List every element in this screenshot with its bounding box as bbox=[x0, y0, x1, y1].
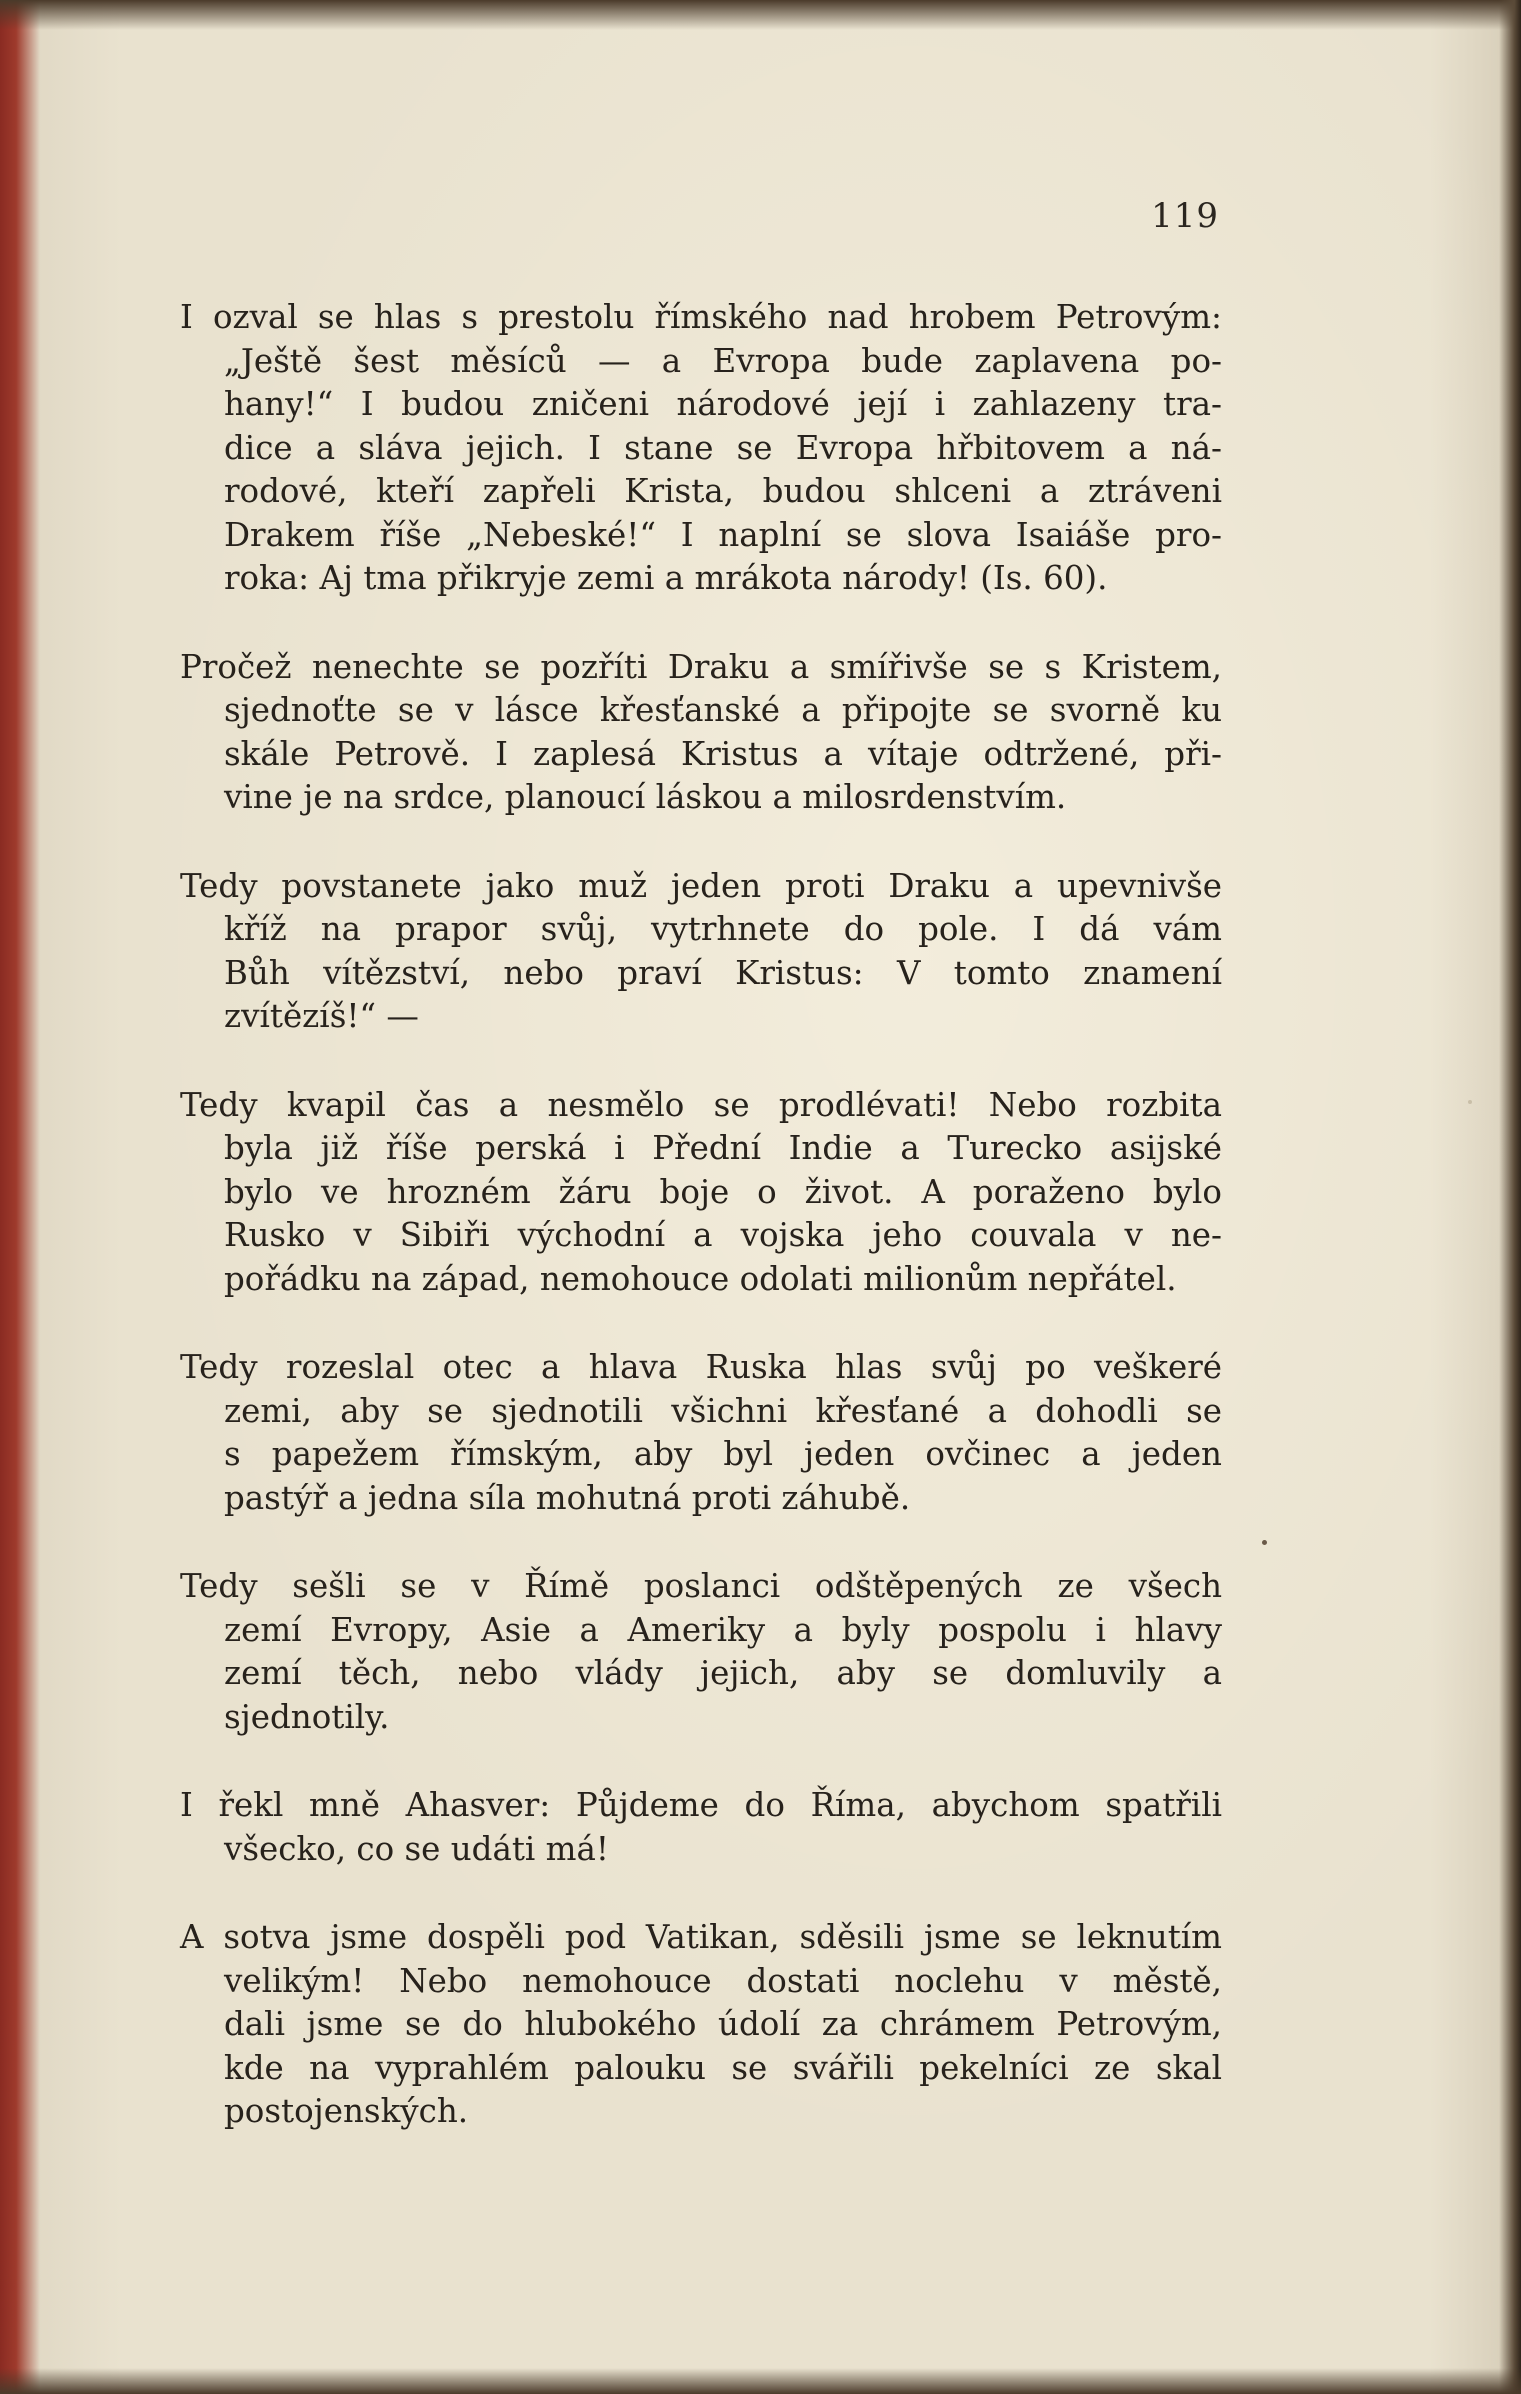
text-line: hany!“ I budou zničeni národové její i zahlazeny tra- bbox=[224, 385, 1222, 423]
text-line: postojenských. bbox=[224, 2092, 469, 2130]
paper-speck bbox=[1262, 1540, 1267, 1545]
text-line: Pročež nenechte se pozříti Draku a smířivše se s Kristem, bbox=[180, 647, 1222, 686]
text-line: všecko, co se udáti má! bbox=[224, 1829, 609, 1868]
text-line: I řekl mně Ahasver: Půjdeme do Říma, abychom spatřili bbox=[180, 1786, 1222, 1824]
text-line: sjednotily. bbox=[224, 1697, 390, 1736]
text-line: bylo ve hrozném žáru boje o život. A poraženo bylo bbox=[224, 1172, 1222, 1211]
text-line: Tedy kvapil čas a nesmělo se prodlévati! Nebo rozbita bbox=[180, 1085, 1222, 1124]
text-line: vine je na srdce, planoucí láskou a milosrdenstvím. bbox=[224, 778, 1067, 816]
text-line: skále Petrově. I zaplesá Kristus a vítaje odtržené, při- bbox=[224, 734, 1222, 773]
paragraph bbox=[180, 865, 1222, 1039]
paragraph bbox=[180, 1084, 1222, 1302]
text-line: zemi, aby se sjednotili všichni křesťané a dohodli se bbox=[224, 1391, 1222, 1430]
text-line: velikým! Nebo nemohouce dostati noclehu v městě, bbox=[224, 1961, 1222, 2000]
top-page-edge bbox=[0, 0, 1521, 30]
text-line: pastýř a jedna síla mohutná proti záhubě. bbox=[224, 1478, 911, 1517]
paragraph bbox=[180, 1565, 1222, 1739]
text-line: zvítězíš!“ — bbox=[224, 997, 419, 1035]
text-line: Tedy sešli se v Římě poslanci odštěpených ze všech bbox=[180, 1567, 1222, 1605]
text-line: zemí těch, nebo vlády jejich, aby se domluvily a bbox=[224, 1654, 1222, 1692]
text-line: „Ještě šest měsíců — a Evropa bude zaplavena po- bbox=[224, 341, 1222, 380]
text-line: pořádku na západ, nemohouce odolati milionům nepřátel. bbox=[224, 1259, 1177, 1298]
text-line: s papežem římským, aby byl jeden ovčinec a jeden bbox=[224, 1435, 1222, 1473]
text-line: I ozval se hlas s prestolu římského nad hrobem Petrovým: bbox=[180, 298, 1222, 336]
paragraph bbox=[180, 646, 1222, 820]
paragraph bbox=[180, 296, 1222, 601]
text-line: Drakem říše „Nebeské!“ I naplní se slova Isaiáše pro- bbox=[224, 515, 1222, 554]
page-number: 119 bbox=[1151, 196, 1219, 236]
text-line: Rusko v Sibiři východní a vojska jeho couvala v ne- bbox=[224, 1216, 1222, 1254]
paragraph bbox=[180, 1346, 1222, 1520]
text-line: Tedy rozeslal otec a hlava Ruska hlas svůj po veškeré bbox=[180, 1348, 1222, 1386]
text-line: dice a sláva jejich. I stane se Evropa hřbitovem a ná- bbox=[224, 428, 1222, 467]
text-line: Bůh vítězství, nebo praví Kristus: V tomto znamení bbox=[224, 953, 1222, 992]
text-line: rodové, kteří zapřeli Krista, budou shlceni a ztráveni bbox=[224, 472, 1222, 510]
paper-speck bbox=[1468, 1100, 1472, 1104]
paragraph bbox=[180, 1784, 1222, 1871]
bottom-page-edge bbox=[0, 2368, 1521, 2394]
text-line: A sotva jsme dospěli pod Vatikan, sděsili jsme se leknutím bbox=[180, 1918, 1222, 1956]
paragraph bbox=[180, 1916, 1222, 2134]
text-line: zemí Evropy, Asie a Ameriky a byly pospolu i hlavy bbox=[224, 1610, 1222, 1649]
text-line: roka: Aj tma přikryje zemi a mrákota národy! (Is. 60). bbox=[224, 559, 1108, 597]
right-page-edge bbox=[1499, 0, 1521, 2394]
text-line: dali jsme se do hlubokého údolí za chrámem Petrovým, bbox=[224, 2005, 1222, 2043]
text-line: byla již říše perská i Přední Indie a Turecko asijské bbox=[224, 1129, 1222, 1167]
body-text bbox=[180, 296, 1222, 2179]
text-line: kde na vyprahlém palouku se svářili pekelníci ze skal bbox=[224, 2048, 1222, 2087]
text-line: sjednoťte se v lásce křesťanské a připojte se svorně ku bbox=[224, 691, 1222, 729]
text-line: Tedy povstanete jako muž jeden proti Draku a upevnivše bbox=[180, 866, 1222, 905]
binding-edge bbox=[0, 0, 40, 2394]
text-line: kříž na prapor svůj, vytrhnete do pole. I dá vám bbox=[224, 910, 1222, 948]
